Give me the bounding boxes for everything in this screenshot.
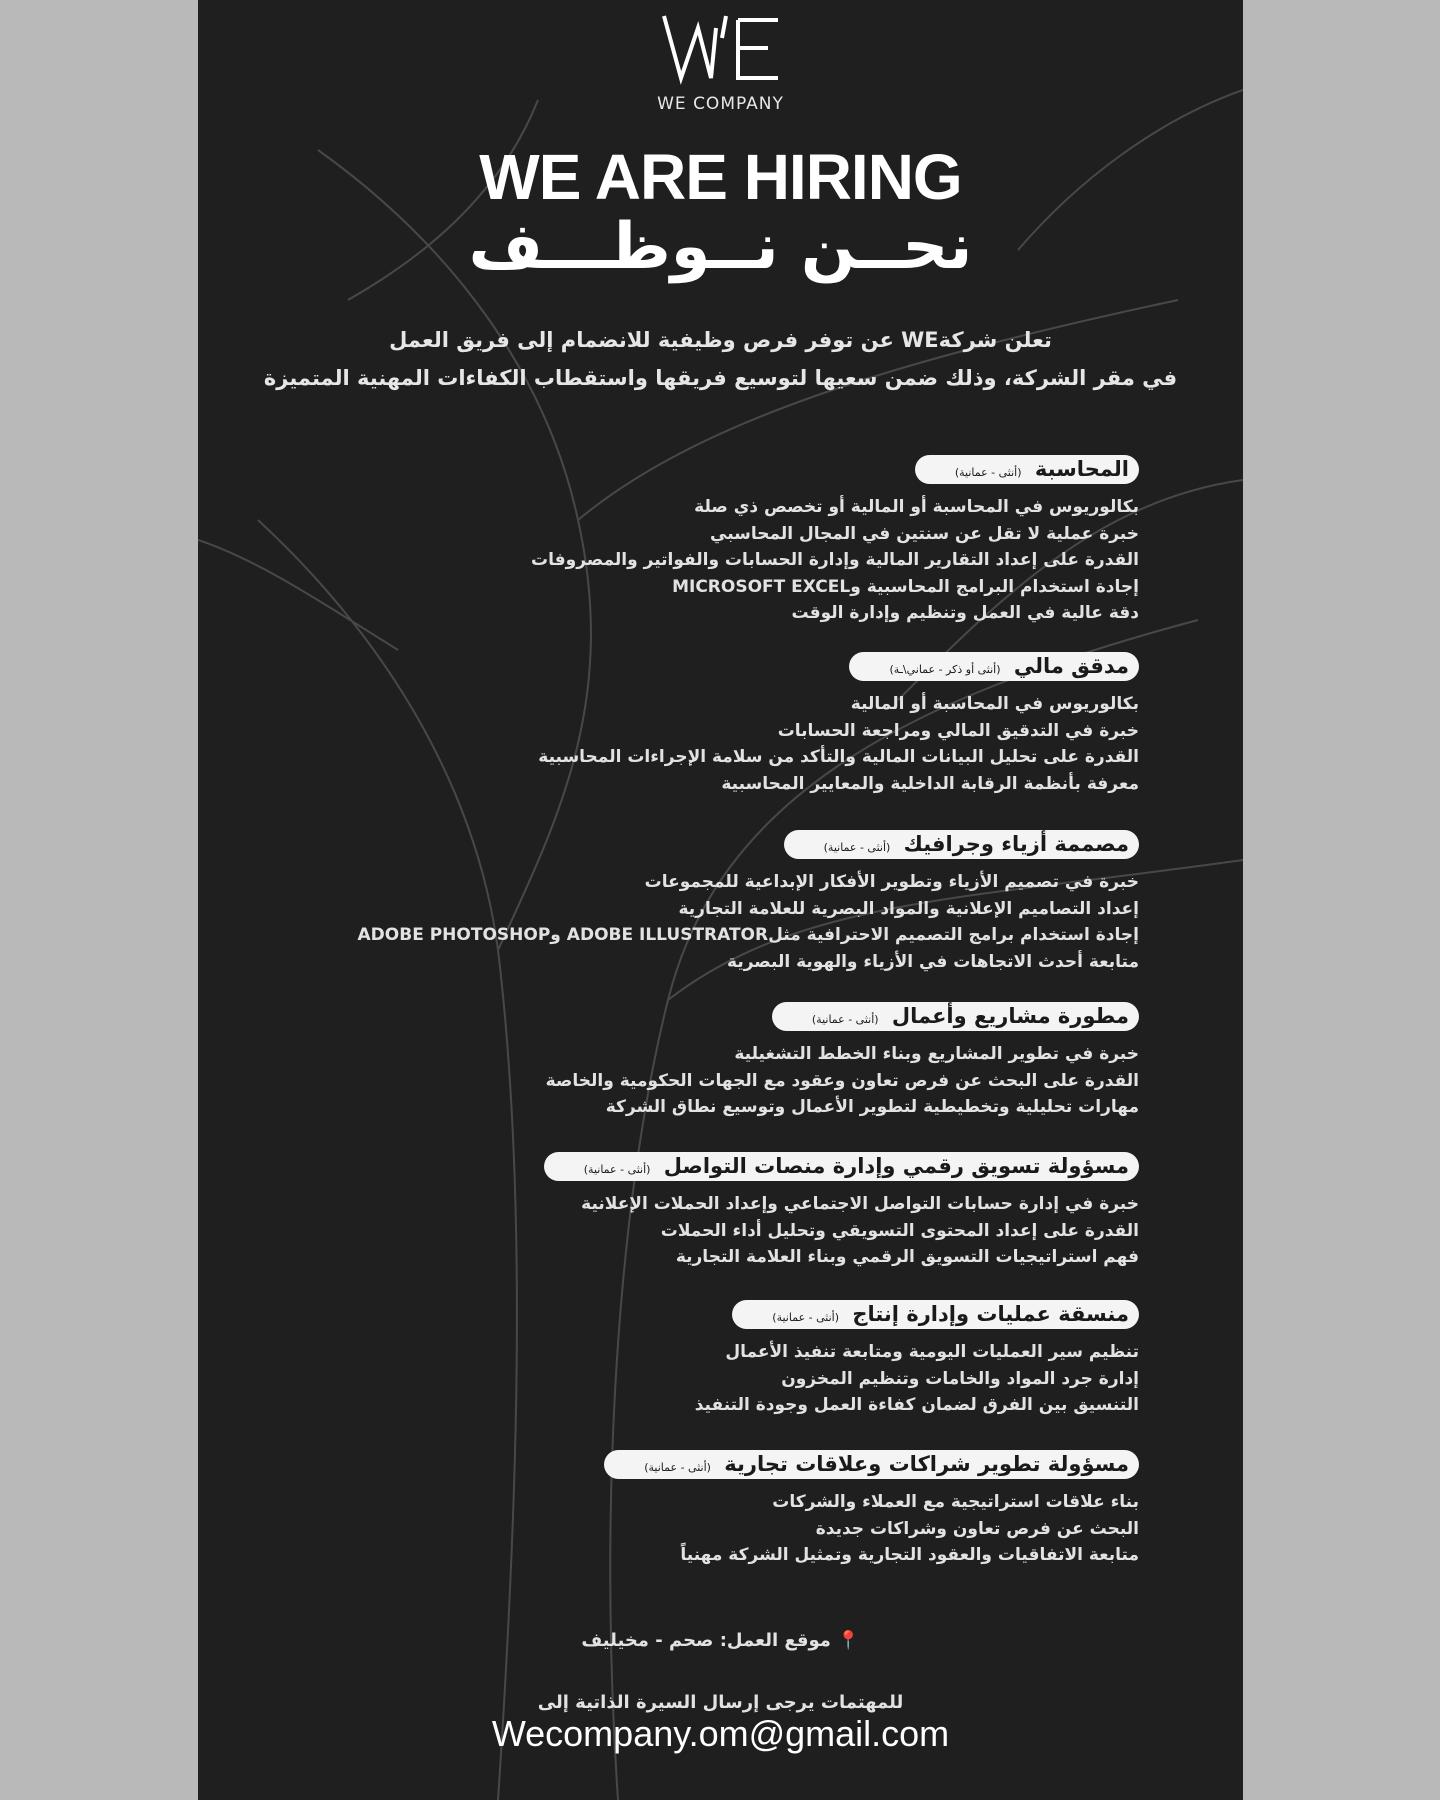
cv-instruction: للمهتمات يرجى إرسال السيرة الذاتية إلى — [537, 1692, 904, 1713]
job-requirement-tag: (أنثى - عمانية) — [772, 1311, 840, 1324]
job-section — [546, 1002, 1139, 1121]
job-requirement-tag: (أنثى أو ذكر - عماني\ـة) — [889, 663, 1001, 676]
job-requirement-tag: (أنثى - عمانية) — [583, 1163, 651, 1176]
job-requirement: إجادة استخدام برامج التصميم الاحترافية مثلADOBE ILLUSTRATOR وADOBE PHOTOSHOP — [357, 925, 1139, 945]
job-requirement: خبرة في تطوير المشاريع وبناء الخطط التشغيلية — [734, 1044, 1139, 1064]
job-title: مدقق مالي — [1013, 654, 1129, 678]
intro-line-1: تعلن شركةWE عن توفر فرص وظيفية للانضمام إلى فريق العمل — [389, 328, 1052, 352]
job-title: مسؤولة تطوير شراكات وعلاقات تجارية — [724, 1452, 1129, 1476]
job-title: المحاسبة — [1034, 457, 1129, 481]
job-requirements-list — [358, 869, 1139, 975]
job-requirement: بناء علاقات استراتيجية مع العملاء والشركات — [772, 1492, 1139, 1512]
job-requirements-list — [538, 691, 1139, 797]
job-requirement: متابعة الاتفاقيات والعقود التجارية وتمثيل الشركة مهنياً — [680, 1545, 1139, 1565]
job-requirement: خبرة في إدارة حسابات التواصل الاجتماعي وإعداد الحملات الإعلانية — [581, 1194, 1139, 1214]
job-requirement: مهارات تحليلية وتخطيطية لتطوير الأعمال وتوسيع نطاق الشركة — [605, 1097, 1139, 1117]
contact-email[interactable]: Wecompany.om@gmail.com — [491, 1713, 950, 1754]
we-logo — [198, 8, 1243, 88]
job-title-pill — [604, 1450, 1139, 1479]
hiring-poster — [198, 0, 1243, 1800]
job-section — [531, 455, 1139, 627]
headline-english: WE ARE HIRING — [479, 141, 962, 213]
job-requirement: بكالوريوس في المحاسبة أو المالية — [850, 694, 1139, 714]
job-title: مصممة أزياء وجرافيك — [903, 832, 1129, 856]
job-requirement: القدرة على إعداد المحتوى التسويقي وتحليل أداء الحملات — [660, 1220, 1139, 1241]
job-requirement: خبرة في التدقيق المالي ومراجعة الحسابات — [777, 720, 1139, 741]
job-title-pill — [732, 1300, 1139, 1329]
job-section — [544, 1152, 1139, 1271]
work-location-text: موقع العمل: صحم - مخيليف — [581, 1630, 831, 1651]
job-requirements-list — [695, 1339, 1139, 1419]
job-title: مطورة مشاريع وأعمال — [891, 1004, 1129, 1028]
job-requirement: إعداد التصاميم الإعلانية والمواد البصرية للعلامة التجارية — [678, 898, 1139, 919]
job-requirement: خبرة في تصميم الأزياء وتطوير الأفكار الإبداعية للمجموعات — [644, 872, 1139, 892]
intro-line-2: في مقر الشركة، وذلك ضمن سعيها لتوسيع فريقها واستقطاب الكفاءات المهنية المتميزة — [263, 366, 1178, 390]
job-requirement: التنسيق بين الفرق لضمان كفاءة العمل وجودة التنفيذ — [694, 1395, 1139, 1415]
job-requirement: القدرة على إعداد التقارير المالية وإدارة الحسابات والفواتير والمصروفات — [531, 550, 1139, 570]
job-requirement-tag: (أنثى - عمانية) — [823, 841, 891, 854]
job-requirement: تنظيم سير العمليات اليومية ومتابعة تنفيذ الأعمال — [725, 1342, 1139, 1362]
job-title: منسقة عمليات وإدارة إنتاج — [852, 1302, 1129, 1326]
job-title-pill — [915, 455, 1139, 484]
job-section — [695, 1300, 1139, 1419]
job-title-pill — [772, 1002, 1139, 1031]
job-requirement: بكالوريوس في المحاسبة أو المالية أو تخصص ذي صلة — [694, 497, 1139, 517]
job-title-pill — [544, 1152, 1139, 1181]
job-title: مسؤولة تسويق رقمي وإدارة منصات التواصل — [663, 1154, 1129, 1178]
job-requirements-list — [546, 1041, 1139, 1121]
job-requirements-list — [544, 1191, 1139, 1271]
job-section — [358, 830, 1139, 975]
job-requirements-list — [604, 1489, 1139, 1569]
company-name: WE COMPANY — [657, 94, 784, 114]
job-section — [604, 1450, 1139, 1569]
job-requirement: البحث عن فرص تعاون وشراكات جديدة — [815, 1518, 1139, 1539]
job-requirement: متابعة أحدث الاتجاهات في الأزياء والهوية البصرية — [727, 951, 1139, 972]
headline-arabic: نحــن نــوظـــف — [468, 210, 973, 284]
job-title-pill — [784, 830, 1139, 859]
job-requirement: إجادة استخدام البرامج المحاسبية وMICROSOFT EXCEL — [672, 576, 1139, 597]
job-requirement: فهم استراتيجيات التسويق الرقمي وبناء العلامة التجارية — [675, 1247, 1139, 1267]
job-requirement-tag: (أنثى - عمانية) — [811, 1013, 879, 1026]
job-section — [538, 652, 1139, 797]
job-requirements-list — [531, 494, 1139, 627]
job-requirement: إدارة جرد المواد والخامات وتنظيم المخزون — [781, 1368, 1139, 1389]
job-requirement: معرفة بأنظمة الرقابة الداخلية والمعايير المحاسبية — [721, 773, 1139, 794]
job-requirement: القدرة على البحث عن فرص تعاون وعقود مع الجهات الحكومية والخاصة — [545, 1070, 1139, 1091]
job-requirement-tag: (أنثى - عمانية) — [954, 466, 1022, 479]
work-location — [198, 1630, 1243, 1651]
job-requirement-tag: (أنثى - عمانية) — [644, 1461, 711, 1474]
map-pin-icon: 📍 — [837, 1630, 860, 1651]
job-requirement: القدرة على تحليل البيانات المالية والتأكد من سلامة الإجراءات المحاسبية — [538, 747, 1139, 767]
job-requirement: خبرة عملية لا تقل عن سنتين في المجال المحاسبي — [710, 523, 1139, 544]
job-title-pill — [849, 652, 1139, 681]
job-requirement: دقة عالية في العمل وتنظيم وإدارة الوقت — [791, 603, 1139, 623]
